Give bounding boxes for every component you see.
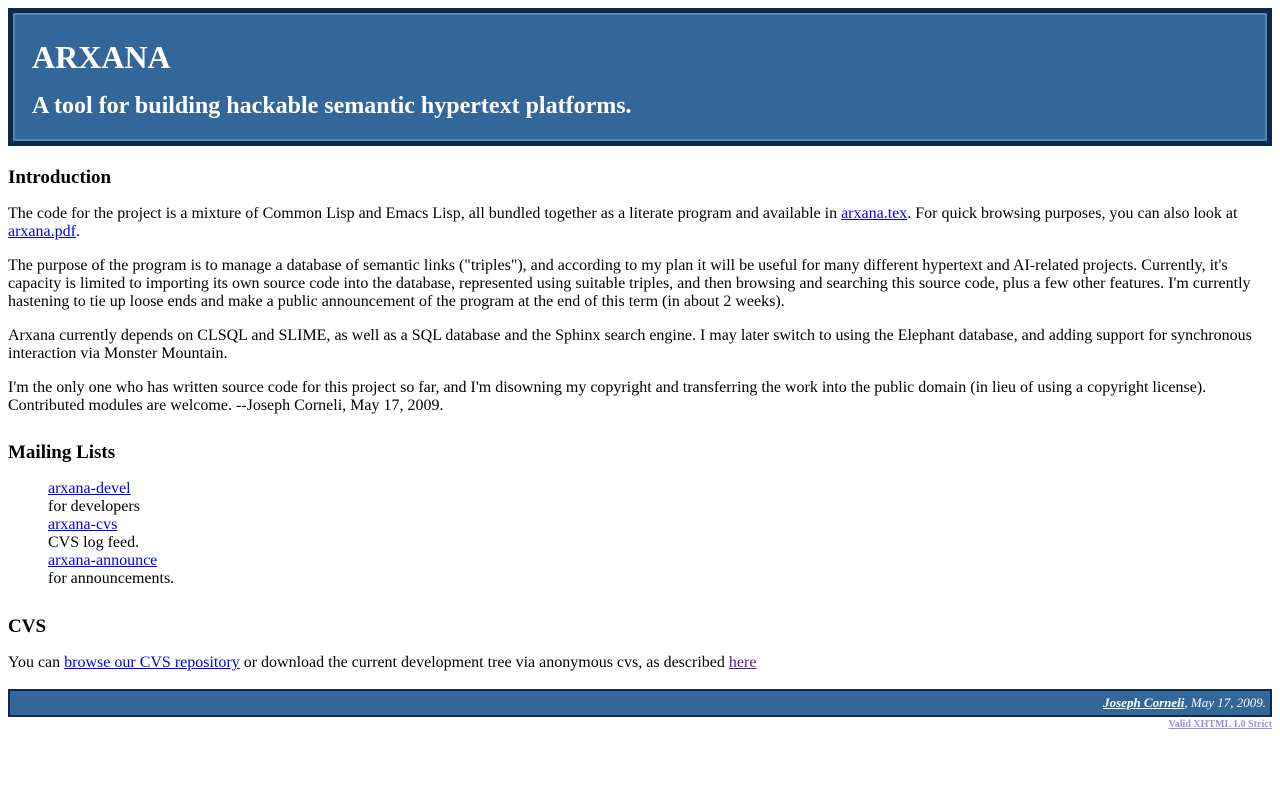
intro-paragraph-3: Arxana currently depends on CLSQL and SLIME, as well as a SQL database and the Sphinx search engine. I may later switch to using the Elephant database, and adding support for synchronous interaction via Monster Mountain. bbox=[8, 327, 1252, 362]
browse-cvs-link[interactable]: browse our CVS repository bbox=[64, 654, 240, 671]
cvs-heading: CVS bbox=[8, 616, 47, 637]
validator-badge bbox=[8, 719, 1272, 730]
intro-paragraph-4: I'm the only one who has written source code for this project so far, and I'm disowning my copyright and transferring the work into the public domain (in lieu of using a copyright license). Contributed modules are welcome. --Joseph Corneli, May 17, 2009. bbox=[8, 379, 1207, 414]
list-item-desc: CVS log feed. bbox=[48, 534, 140, 551]
valid-xhtml-link[interactable]: Valid XHTML 1.0 Strict bbox=[1168, 719, 1272, 730]
cvs-instructions-link[interactable]: here bbox=[728, 654, 757, 671]
intro-paragraph-1: The code for the project is a mixture of Common Lisp and Emacs Lisp, all bundled together as a literate program and available in arxana.tex. For quick browsing purposes, you can also look at arxana.pdf. bbox=[8, 205, 1238, 240]
arxana-cvs-link[interactable]: arxana-cvs bbox=[48, 516, 118, 533]
author-link[interactable]: Joseph Corneli bbox=[1103, 695, 1185, 710]
arxana-tex-link[interactable]: arxana.tex bbox=[841, 205, 908, 222]
list-item bbox=[48, 516, 1272, 552]
mailing-heading: Mailing Lists bbox=[8, 442, 116, 463]
list-item-desc: for announcements. bbox=[48, 570, 175, 587]
list-item-desc: for developers bbox=[48, 498, 140, 515]
page-footer bbox=[8, 689, 1272, 717]
site-header bbox=[8, 8, 1272, 146]
list-item bbox=[48, 552, 1272, 588]
arxana-pdf-link[interactable]: arxana.pdf bbox=[8, 223, 76, 240]
intro-heading: Introduction bbox=[8, 167, 112, 188]
intro-paragraph-2: The purpose of the program is to manage a database of semantic links ("triples"), and according to my plan it will be useful for many different hypertext and AI-related projects. Currently, it's capacity is limited to importing its own source code into the database, represented using suitable triples, and then browsing and searching this source code, plus a few other features. I'm currently hastening to tie up loose ends and make a public announcement of the program at the end of this term (in about 2 weeks). bbox=[8, 257, 1251, 310]
arxana-announce-link[interactable]: arxana-announce bbox=[48, 552, 158, 569]
list-item bbox=[48, 480, 1272, 516]
mailing-list bbox=[8, 480, 1272, 588]
cvs-paragraph: You can browse our CVS repository or download the current development tree via anonymous cvs, as described here bbox=[8, 654, 757, 671]
footer-date: , May 17, 2009. bbox=[1184, 695, 1266, 710]
site-title: ARXANA bbox=[32, 39, 171, 75]
arxana-devel-link[interactable]: arxana-devel bbox=[48, 480, 131, 497]
site-subtitle: A tool for building hackable semantic hypertext platforms. bbox=[32, 93, 632, 119]
